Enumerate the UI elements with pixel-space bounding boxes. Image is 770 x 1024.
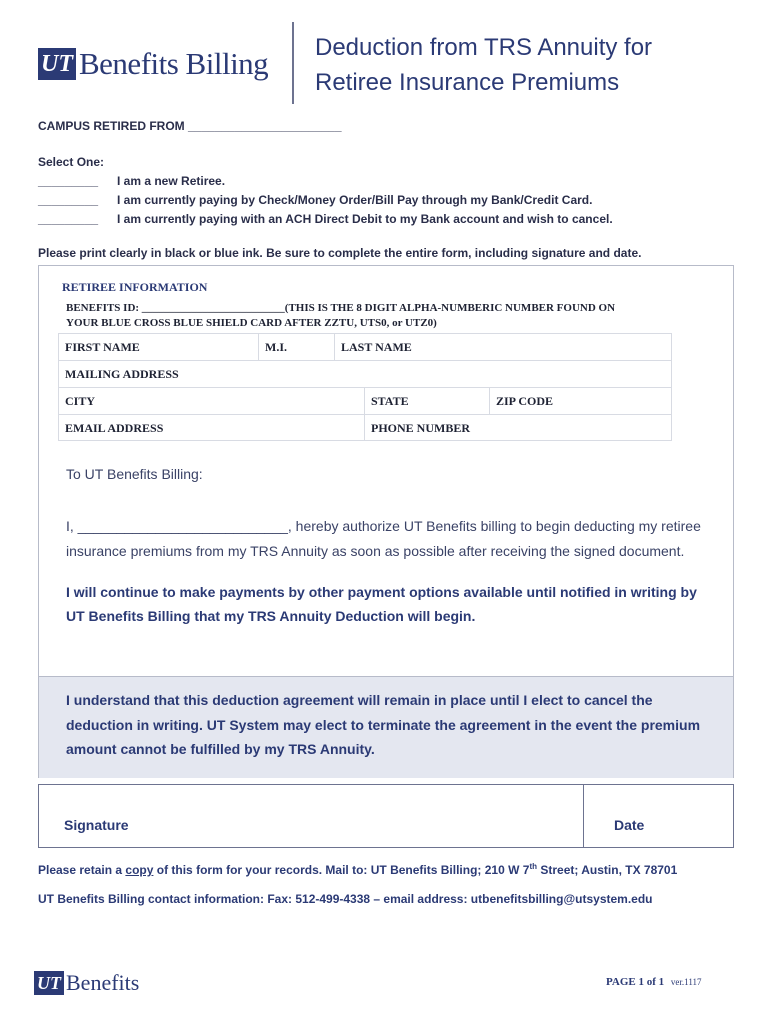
mail-text-sup: th <box>529 862 538 871</box>
agreement-line-1: I understand that this deduction agreement will remain in place until I elect to cancel the <box>66 692 653 708</box>
email-field[interactable] <box>58 414 365 441</box>
date-field[interactable] <box>585 785 733 847</box>
authorization-text <box>66 514 701 564</box>
authorization-line-1: I, ___________________________, hereby authorize UT Benefits billing to begin deducting my retiree <box>66 518 701 534</box>
page-title <box>315 30 652 100</box>
agreement-line-3: amount cannot be fulfilled by my TRS Annuity. <box>66 741 375 757</box>
page-label: PAGE 1 of 1 <box>606 976 665 988</box>
footer-logo <box>34 970 139 996</box>
ut-logo-mark-small: UT <box>34 971 64 995</box>
city-label: CITY <box>65 394 96 408</box>
letter-salutation: To UT Benefits Billing: <box>66 466 203 482</box>
option-blank: _________ <box>38 174 99 188</box>
retiree-heading: RETIREE INFORMATION <box>62 280 208 294</box>
signature-divider <box>583 784 584 848</box>
zip-label: ZIP CODE <box>496 394 554 408</box>
campus-field[interactable]: CAMPUS RETIRED FROM _______________________ <box>38 119 342 133</box>
title-line-2: Retiree Insurance Premiums <box>315 69 620 96</box>
email-label: EMAIL ADDRESS <box>65 421 164 435</box>
date-label: Date <box>614 817 645 833</box>
mail-text-post: Street; Austin, TX 78701 <box>537 863 678 877</box>
mi-label: M.I. <box>265 340 287 354</box>
benefits-id-field[interactable] <box>66 301 615 331</box>
zip-field[interactable] <box>489 387 672 415</box>
mailing-address-field[interactable] <box>58 360 672 388</box>
option-blank: _________ <box>38 193 99 207</box>
authorization-line-2: insurance premiums from my TRS Annuity as soon as possible after receiving the signed document. <box>66 543 685 559</box>
option-3[interactable] <box>38 212 98 226</box>
header-logo <box>38 46 268 82</box>
payment-notice-line-2: UT Benefits Billing that my TRS Annuity Deduction will begin. <box>66 608 476 624</box>
first-name-label: FIRST NAME <box>65 340 140 354</box>
option-2-text: I am currently paying by Check/Money Order/Bill Pay through my Bank/Credit Card. <box>117 193 593 207</box>
mailing-address-label: MAILING ADDRESS <box>65 367 179 381</box>
mi-field[interactable] <box>258 333 335 361</box>
mail-text-copy: copy <box>125 863 154 877</box>
state-field[interactable] <box>364 387 490 415</box>
option-1-text: I am a new Retiree. <box>117 174 226 188</box>
phone-label: PHONE NUMBER <box>371 421 470 435</box>
payment-notice-line-1: I will continue to make payments by other payment options available until notified in writing by <box>66 584 697 600</box>
select-label: Select One: <box>38 155 105 169</box>
signature-label: Signature <box>64 817 129 833</box>
option-3-text: I am currently paying with an ACH Direct Debit to my Bank account and wish to cancel. <box>117 212 613 226</box>
payment-notice <box>66 580 697 628</box>
agreement-text <box>66 688 700 762</box>
contact-info: UT Benefits Billing contact information: Fax: 512-499-4338 – email address: utbenefitsbilling@utsystem.edu <box>38 892 653 906</box>
header-divider <box>292 22 294 104</box>
signature-field[interactable] <box>39 785 582 847</box>
city-field[interactable] <box>58 387 365 415</box>
agreement-line-2: deduction in writing. UT System may elect to terminate the agreement in the event the premium <box>66 716 701 733</box>
first-name-field[interactable] <box>58 333 259 361</box>
footer-logo-text: Benefits <box>66 970 140 995</box>
phone-field[interactable] <box>364 414 672 441</box>
logo-text: Benefits Billing <box>79 46 269 81</box>
mail-instructions <box>38 862 677 877</box>
version-label: ver.1117 <box>670 977 702 987</box>
title-line-1: Deduction from TRS Annuity for <box>315 34 653 61</box>
page-number <box>606 976 701 988</box>
last-name-label: LAST NAME <box>341 340 412 354</box>
option-2[interactable] <box>38 193 98 207</box>
last-name-field[interactable] <box>334 333 672 361</box>
benefits-id-line-1: BENEFITS ID: __________________________(THIS IS THE 8 DIGIT ALPHA-NUMBERIC NUMBER FOUND ON <box>66 302 616 314</box>
instructions: Please print clearly in black or blue ink. Be sure to complete the entire form, including signature and date. <box>38 246 642 260</box>
option-1[interactable] <box>38 174 98 188</box>
state-label: STATE <box>371 394 409 408</box>
mail-text-pre: Please retain a <box>38 863 126 877</box>
mail-text-mid: of this form for your records. Mail to: UT Benefits Billing; 210 W 7 <box>153 863 530 877</box>
benefits-id-line-2: YOUR BLUE CROSS BLUE SHIELD CARD AFTER ZZTU, UTS0, or UTZ0) <box>66 317 437 329</box>
ut-logo-mark: UT <box>38 48 76 80</box>
option-blank: _________ <box>38 212 99 226</box>
